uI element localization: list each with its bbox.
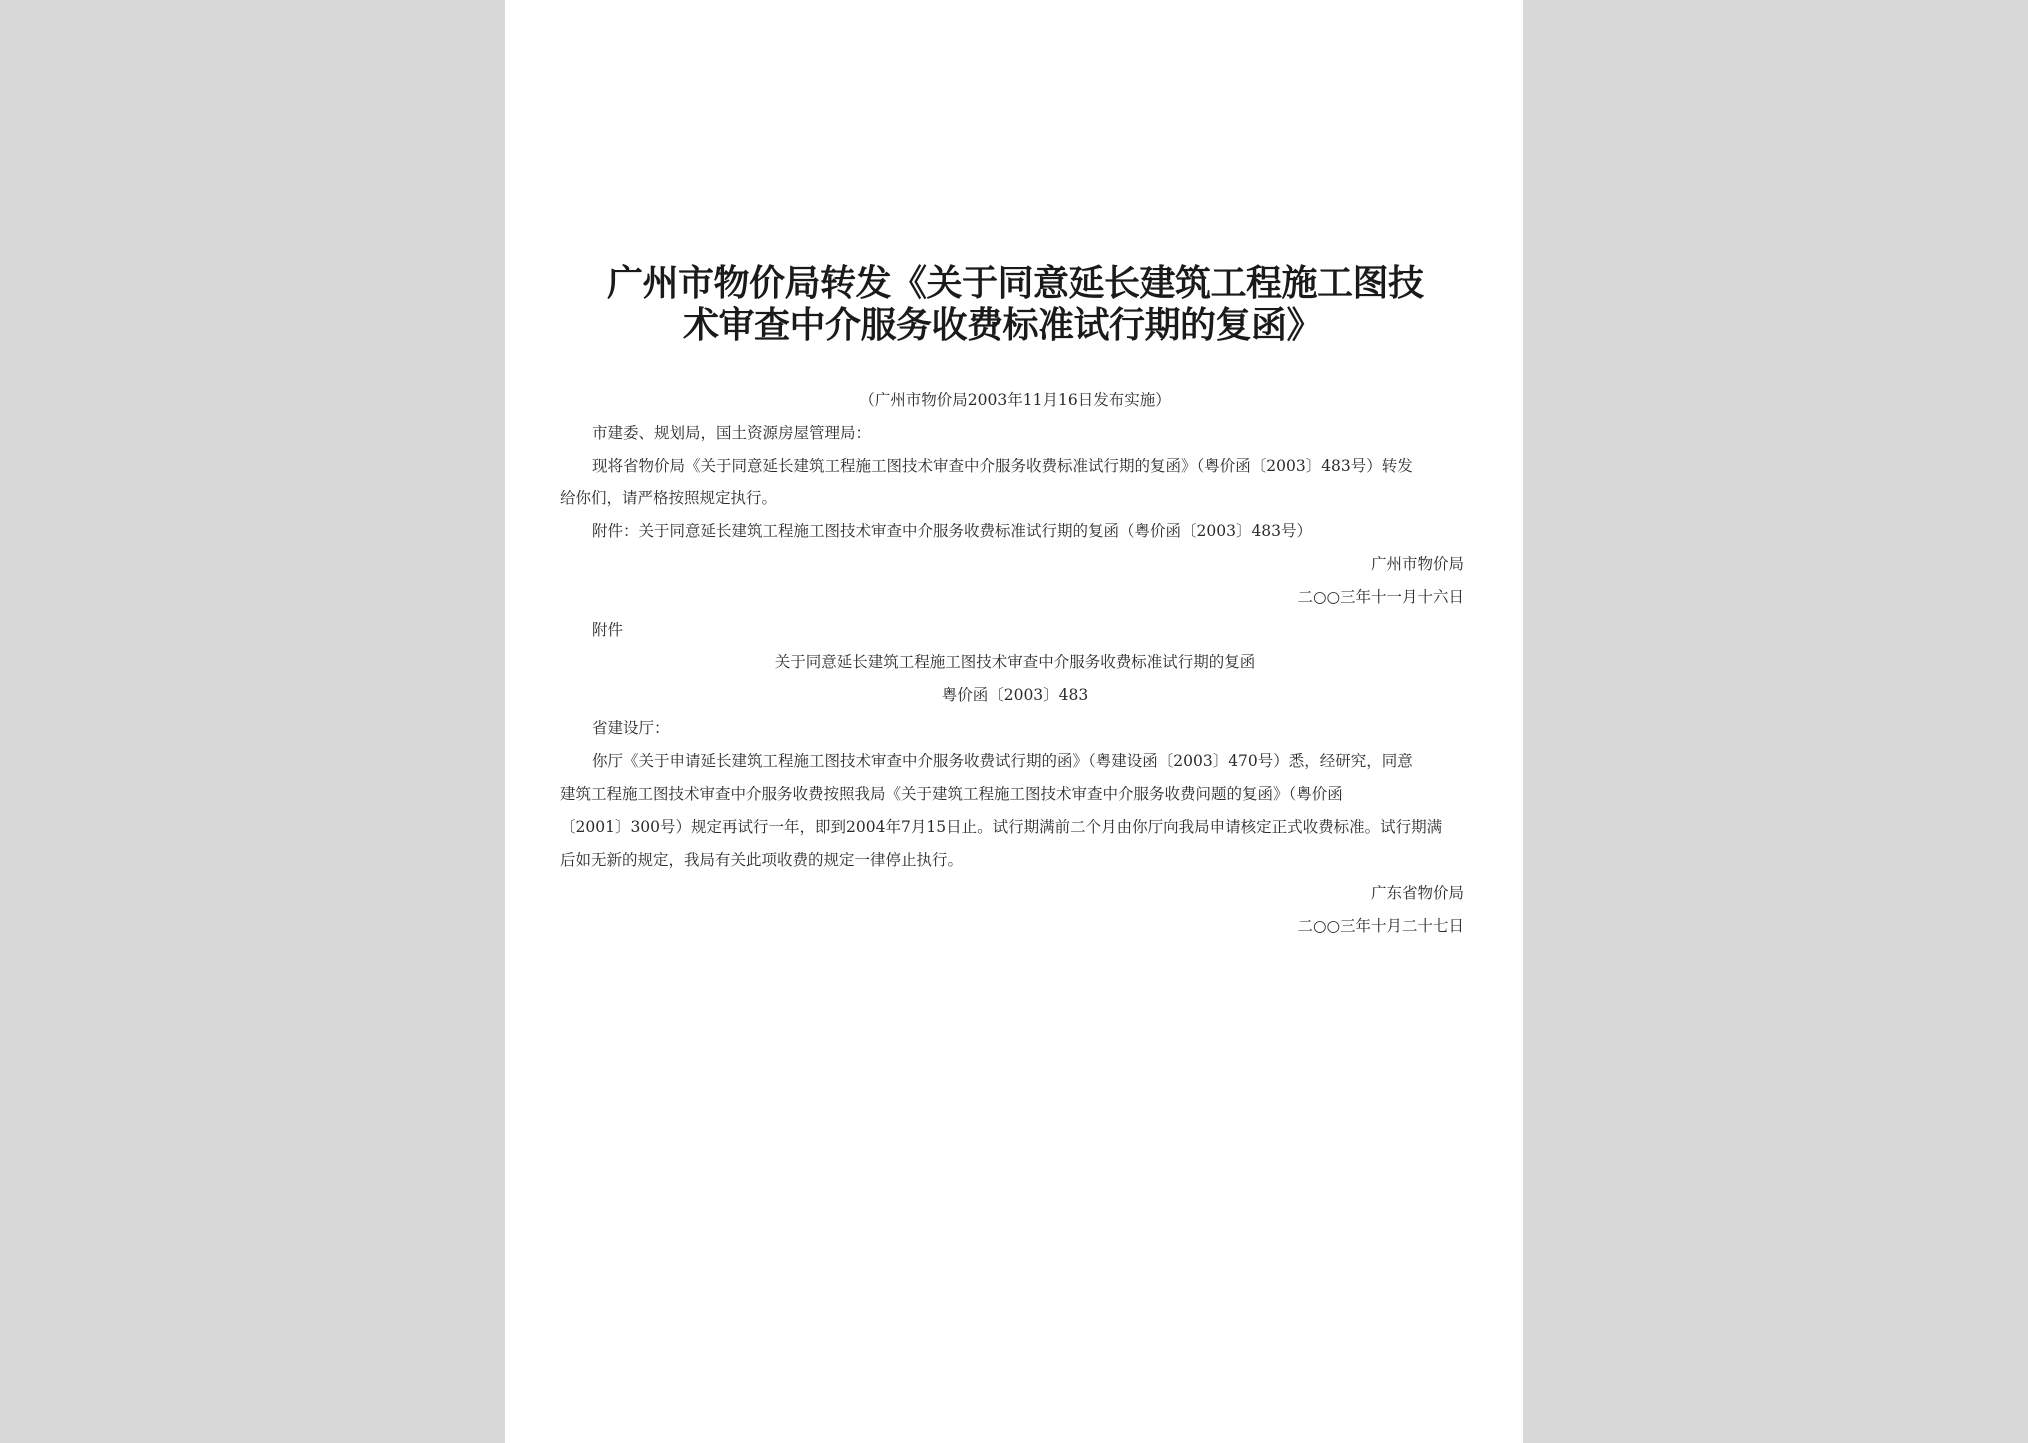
letter2-date: 二○○三年十月二十七日 <box>1297 917 1464 935</box>
title-line-1: 广州市物价局转发《关于同意延长建筑工程施工图技 <box>607 262 1424 304</box>
letter2-paragraph-line-2: 建筑工程施工图技术审查中介服务收费按照我局《关于建筑工程施工图技术审查中介服务收费问题的复函》（粤价函 <box>560 785 1343 803</box>
issued-note: （广州市物价局2003年11月16日发布实施） <box>859 391 1171 409</box>
letter2-addressee: 省建设厅： <box>592 719 670 737</box>
letter2-title: 关于同意延长建筑工程施工图技术审查中介服务收费标准试行期的复函 <box>774 653 1256 671</box>
letter2-paragraph-line-4: 后如无新的规定，我局有关此项收费的规定一律停止执行。 <box>560 851 964 869</box>
letter1-attachment-note: 附件：关于同意延长建筑工程施工图技术审查中介服务收费标准试行期的复函（粤价函〔2003〕483号） <box>592 522 1313 540</box>
letter1-signer: 广州市物价局 <box>1370 555 1464 573</box>
letter1-paragraph-line-2: 给你们，请严格按照规定执行。 <box>560 489 778 507</box>
title-line-2: 术审查中介服务收费标准试行期的复函》 <box>683 304 1323 346</box>
attachment-label: 附件 <box>592 621 624 639</box>
letter2-paragraph-line-3: 〔2001〕300号）规定再试行一年，即到2004年7月15日止。试行期满前二个月由你厅向我局申请核定正式收费标准。试行期满 <box>560 818 1443 836</box>
letter1-paragraph-line-1: 现将省物价局《关于同意延长建筑工程施工图技术审查中介服务收费标准试行期的复函》（粤价函〔2003〕483号）转发 <box>592 457 1413 475</box>
document-title <box>565 262 1465 346</box>
letter1-date: 二○○三年十一月十六日 <box>1297 588 1464 606</box>
letter2-doc-number: 粤价函〔2003〕483 <box>941 686 1089 704</box>
letter2-paragraph-line-1: 你厅《关于申请延长建筑工程施工图技术审查中介服务收费试行期的函》（粤建设函〔2003〕470号）悉，经研究，同意 <box>592 752 1413 770</box>
letter1-addressee: 市建委、规划局，国土资源房屋管理局： <box>592 424 872 442</box>
document-page <box>505 0 1523 1443</box>
letter2-signer: 广东省物价局 <box>1370 884 1464 902</box>
